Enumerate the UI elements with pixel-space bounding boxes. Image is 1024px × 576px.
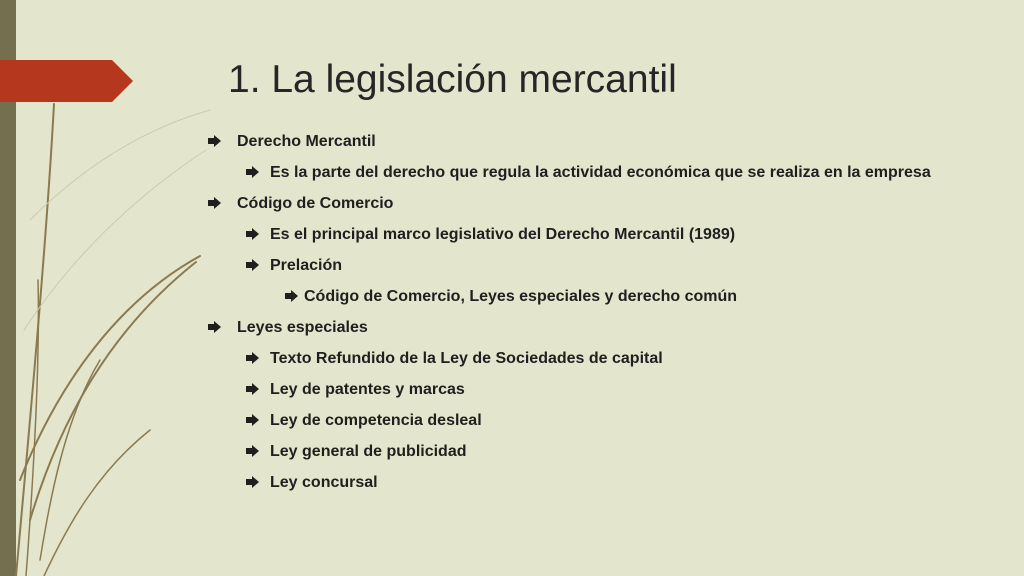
arrow-bullet-icon (246, 227, 259, 241)
stem-line (40, 360, 100, 560)
stem-line (20, 256, 200, 480)
title-accent-arrow (0, 60, 133, 102)
stem-line (24, 150, 206, 330)
bullet-item-level-2 (208, 473, 948, 492)
arrow-bullet-icon (246, 351, 259, 365)
bullet-text: Ley de patentes y marcas (270, 381, 465, 398)
bullet-text: Texto Refundido de la Ley de Sociedades de capital (270, 350, 663, 367)
bullet-item-level-1 (208, 318, 948, 337)
bullet-outline (208, 132, 948, 504)
bullet-item-level-2 (208, 349, 948, 368)
stem-line (44, 430, 150, 576)
bullet-text: Código de Comercio (237, 195, 394, 212)
bullet-text: Ley concursal (270, 474, 378, 491)
bullet-item-level-2 (208, 163, 948, 182)
bullet-text: Derecho Mercantil (237, 133, 376, 150)
bullet-text: Es la parte del derecho que regula la actividad económica que se realiza en la empresa (270, 164, 931, 181)
stem-line (30, 110, 210, 220)
arrow-bullet-icon (246, 165, 259, 179)
bullet-item-level-2 (208, 442, 948, 461)
bullet-text: Ley de competencia desleal (270, 412, 482, 429)
bullet-text: Código de Comercio, Leyes especiales y derecho común (304, 288, 738, 305)
bullet-item-level-2 (208, 380, 948, 399)
bullet-text: Prelación (270, 257, 343, 274)
arrow-bullet-icon (246, 258, 259, 272)
bullet-item-level-1 (208, 194, 948, 213)
arrow-bullet-icon (246, 382, 259, 396)
bullet-item-level-2 (208, 225, 948, 244)
bullet-text: Ley general de publicidad (270, 443, 467, 460)
bullet-item-level-1 (208, 132, 948, 151)
arrow-bullet-icon (208, 196, 221, 210)
bullet-item-level-2 (208, 411, 948, 430)
bullet-text: Es el principal marco legislativo del Derecho Mercantil (1989) (270, 226, 736, 243)
slide-title: 1. La legislación mercantil (228, 58, 677, 101)
bullet-item-level-3 (208, 287, 948, 306)
arrow-bullet-icon (246, 413, 259, 427)
bullet-item-level-2 (208, 256, 948, 275)
bullet-text: Leyes especiales (237, 319, 368, 336)
arrow-bullet-icon (208, 134, 221, 148)
arrow-bullet-icon (246, 475, 259, 489)
arrow-bullet-icon (246, 444, 259, 458)
arrow-bullet-icon (208, 320, 221, 334)
arrow-bullet-icon (285, 289, 298, 303)
